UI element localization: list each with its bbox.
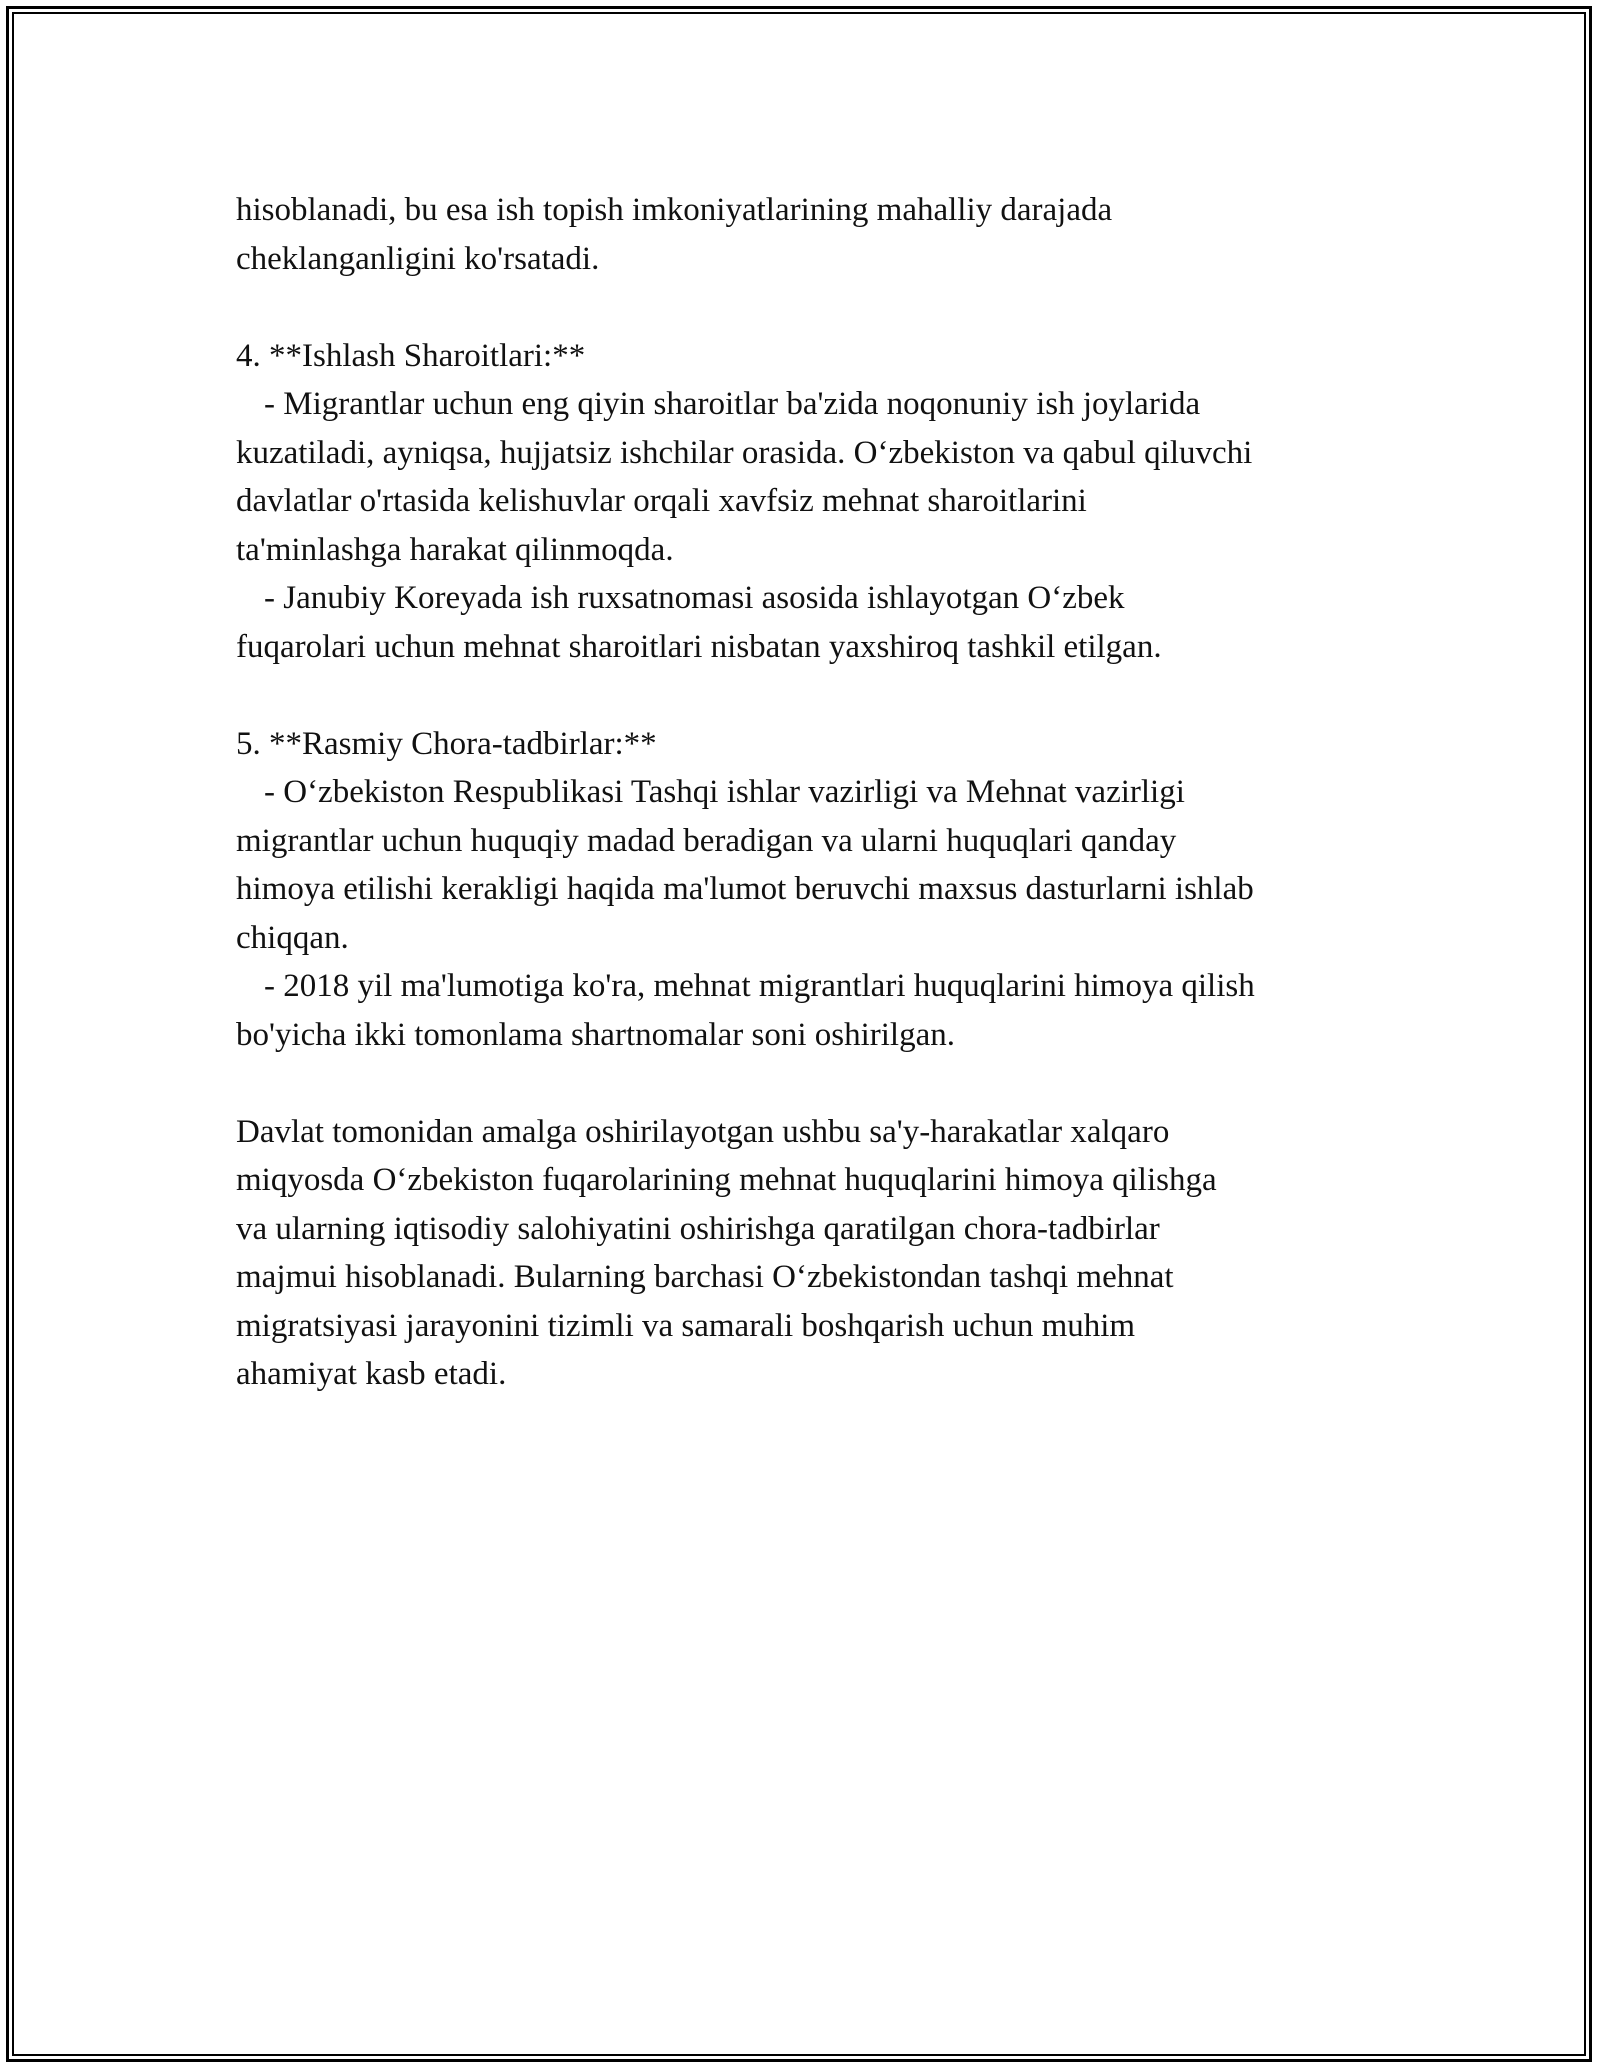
section-5 xyxy=(236,720,1386,1060)
section-5-bullet-1 xyxy=(236,768,1386,962)
text-line: migratsiyasi jarayonini tizimli va samarali boshqarish uchun muhim xyxy=(236,1307,1136,1344)
text-line: - 2018 yil ma'lumotiga ko'ra, mehnat migrantlari huquqlarini himoya qilish xyxy=(264,968,1255,1004)
text-line: migrantlar uchun huquqiy madad beradigan va ularni huquqlari qanday xyxy=(236,822,1177,859)
text-line: miqyosda O‘zbekiston fuqarolarining mehnat huquqlarini himoya qilishga xyxy=(236,1162,1217,1198)
text-line: bo'yicha ikki tomonlama shartnomalar soni oshirilgan. xyxy=(236,1016,955,1053)
section-4-bullet-2 xyxy=(236,574,1386,671)
text-line: chiqqan. xyxy=(236,919,349,956)
document-body xyxy=(236,186,1386,1399)
section-4 xyxy=(236,332,1386,672)
text-line: ahamiyat kasb etadi. xyxy=(236,1356,507,1392)
blank-line xyxy=(236,671,1386,720)
text-line: - Janubiy Koreyada ish ruxsatnomasi asosida ishlayotgan O‘zbek xyxy=(264,580,1125,616)
text-line: - Migrantlar uchun eng qiyin sharoitlar ba'zida noqonuniy ish joylarida xyxy=(264,386,1201,422)
text-line: fuqarolari uchun mehnat sharoitlari nisbatan yaxshiroq tashkil etilgan. xyxy=(236,628,1162,665)
text-line: davlatlar o'rtasida kelishuvlar orqali xavfsiz mehnat sharoitlarini xyxy=(236,483,1087,519)
text-line: hisoblanadi, bu esa ish topish imkoniyatlarining mahalliy darajada xyxy=(236,192,1113,228)
section-5-heading: 5. **Rasmiy Chora-tadbirlar:** xyxy=(236,725,657,762)
conclusion-paragraph xyxy=(236,1108,1386,1399)
section-4-heading: 4. **Ishlash Sharoitlari:** xyxy=(236,337,586,374)
text-line: kuzatiladi, ayniqsa, hujjatsiz ishchilar orasida. O‘zbekiston va qabul qiluvchi xyxy=(236,434,1253,471)
text-line: cheklanganligini ko'rsatadi. xyxy=(236,240,600,277)
text-line: va ularning iqtisodiy salohiyatini oshirishga qaratilgan chora-tadbirlar xyxy=(236,1210,1160,1247)
text-line: ta'minlashga harakat qilinmoqda. xyxy=(236,531,674,568)
section-5-bullet-2 xyxy=(236,962,1386,1059)
section-4-bullet-1 xyxy=(236,380,1386,574)
text-line: Davlat tomonidan amalga oshirilayotgan ushbu sa'y-harakatlar xalqaro xyxy=(236,1113,1170,1150)
blank-line xyxy=(236,1059,1386,1108)
text-line: - O‘zbekiston Respublikasi Tashqi ishlar vazirligi va Mehnat vazirligi xyxy=(264,774,1185,810)
intro-paragraph xyxy=(236,186,1386,283)
text-line: himoya etilishi kerakligi haqida ma'lumot beruvchi maxsus dasturlarni ishlab xyxy=(236,871,1254,907)
blank-line xyxy=(236,283,1386,332)
text-line: majmui hisoblanadi. Bularning barchasi O‘zbekistondan tashqi mehnat xyxy=(236,1259,1174,1295)
